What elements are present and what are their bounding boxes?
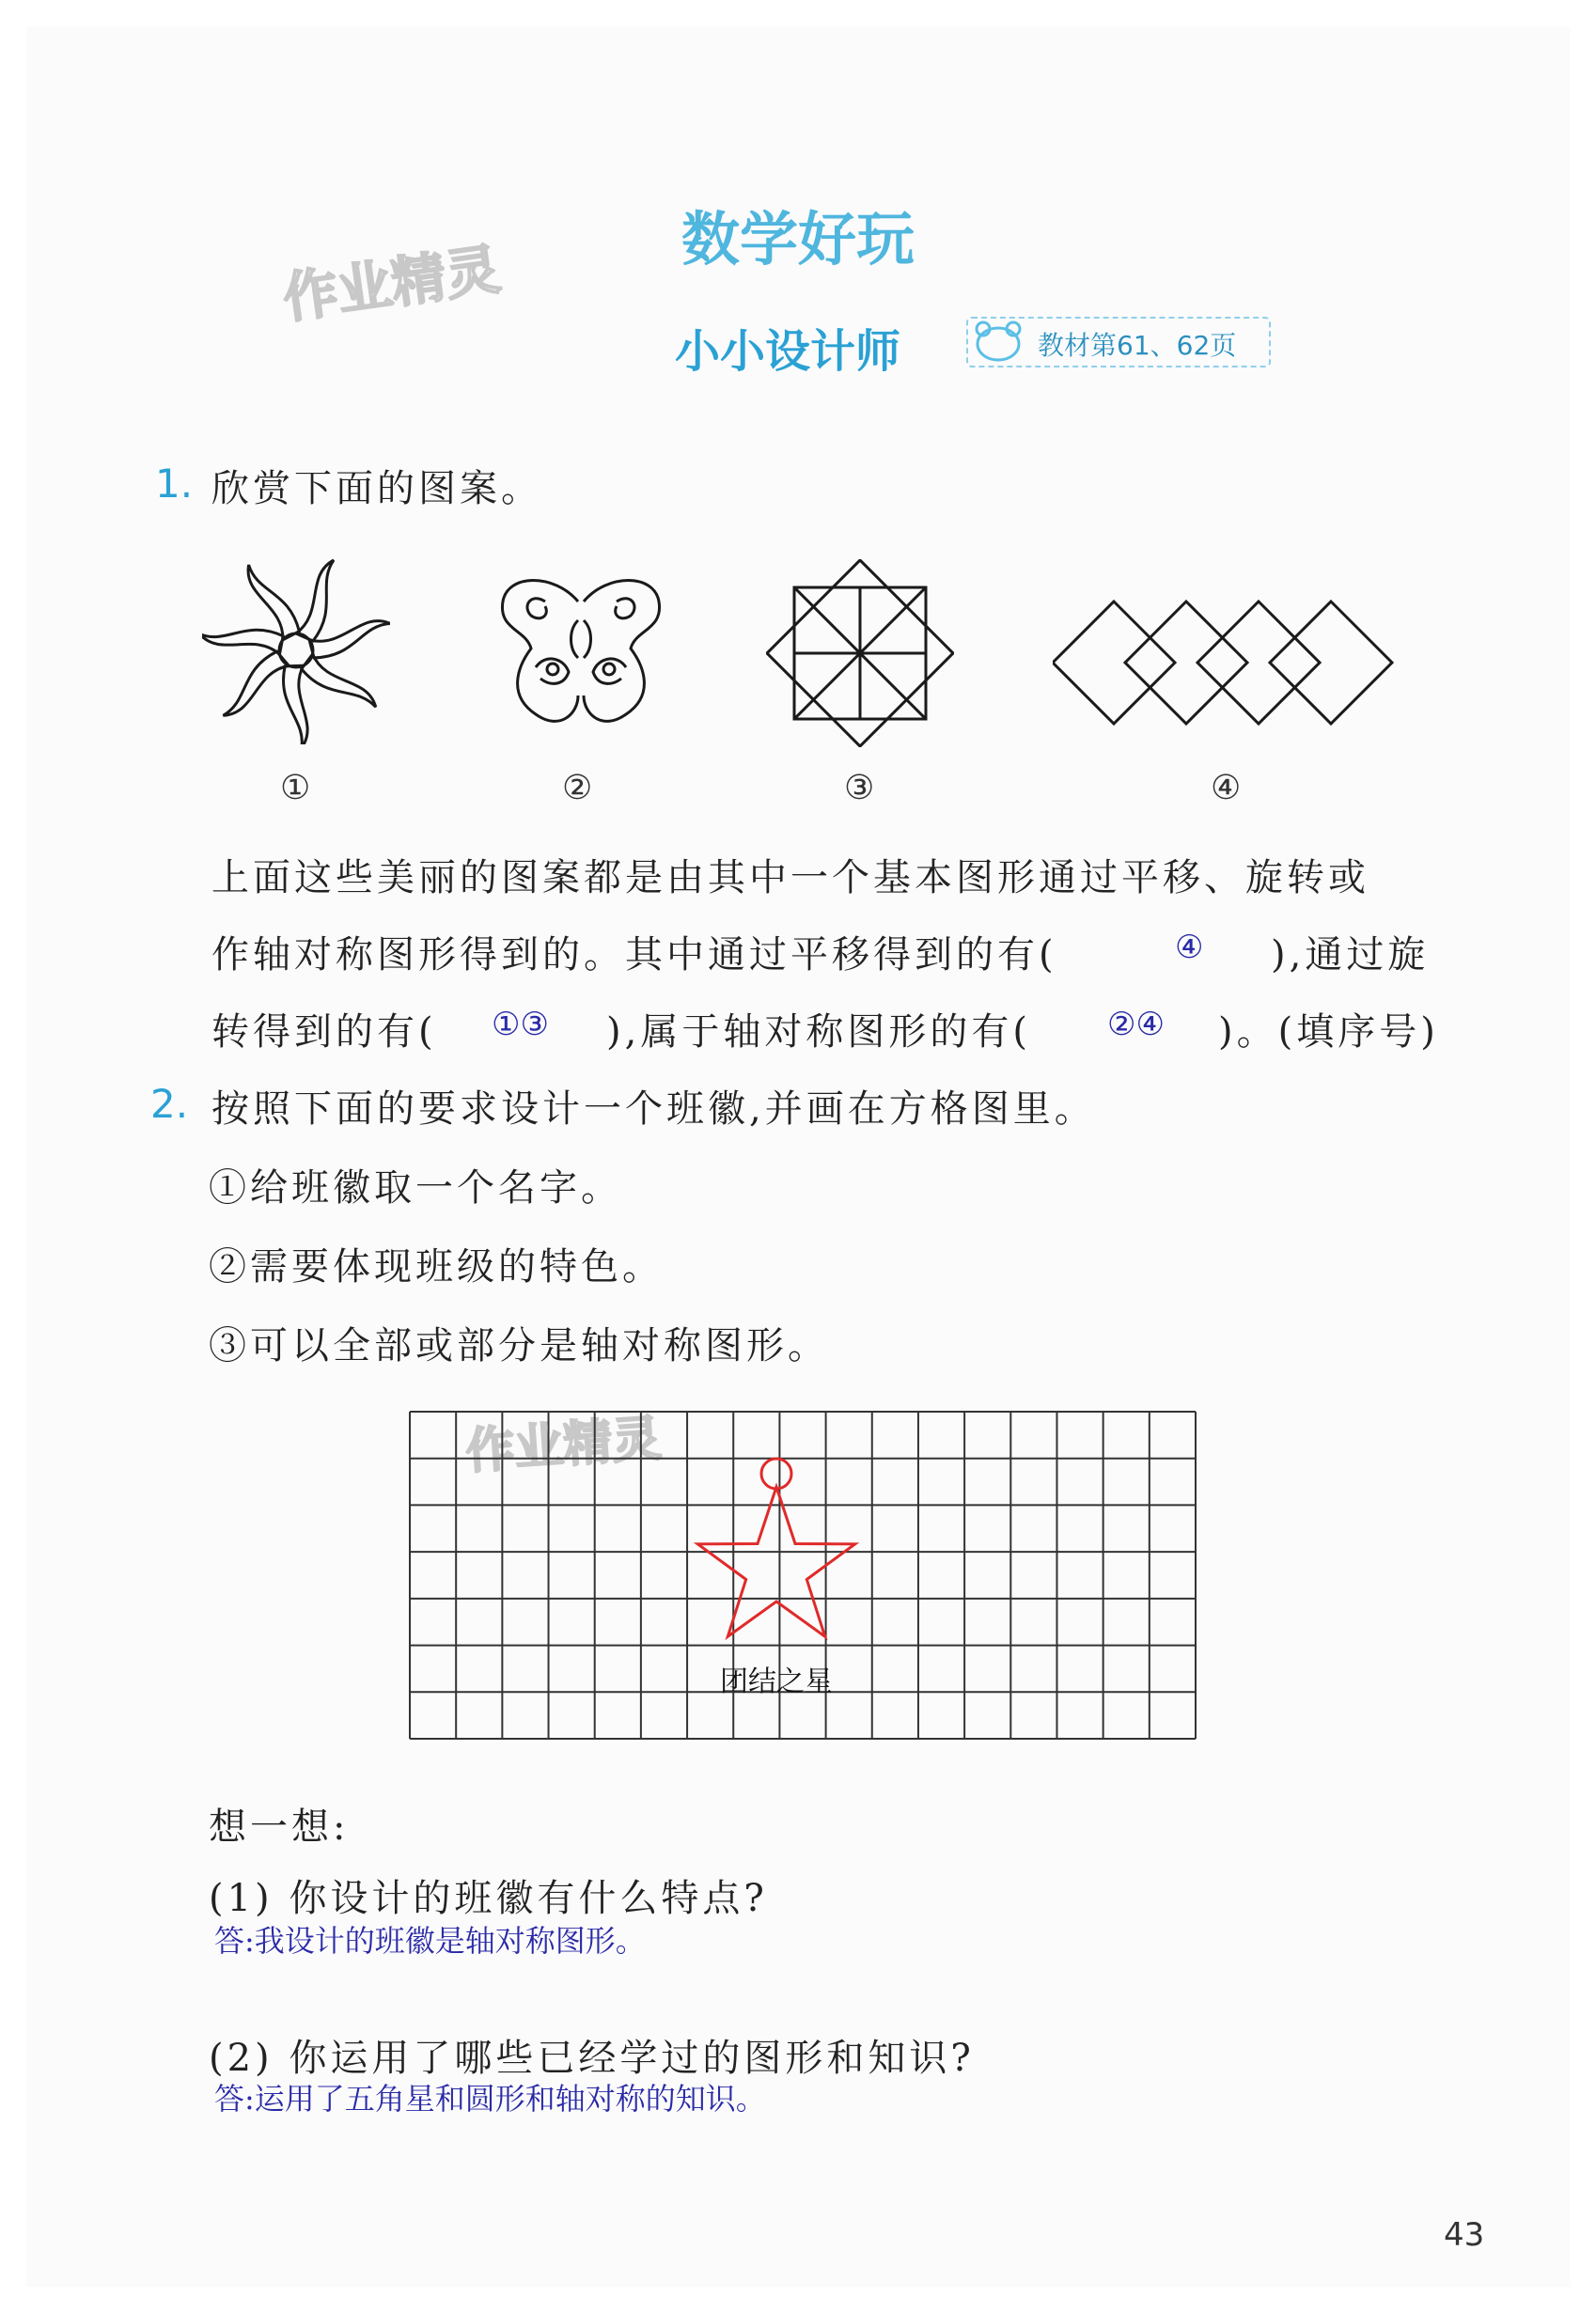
answer-rotation: ①③ — [492, 1006, 549, 1043]
pattern-diamond-chain — [1053, 597, 1410, 728]
pattern-rotated-squares — [766, 559, 954, 747]
answer-symmetry: ②④ — [1107, 1006, 1165, 1043]
q1-line2-a: 作轴对称图形得到的。其中通过平移得到的有( — [211, 933, 1057, 977]
watermark: 作业精灵 — [279, 237, 505, 331]
badge-star — [697, 1487, 854, 1636]
answer-1: 答:我设计的班徽是轴对称图形。 — [214, 1923, 646, 1959]
requirement-2: ②需要体现班级的特色。 — [209, 1245, 664, 1289]
sub-question-1: (1) 你设计的班徽有什么特点? — [209, 1877, 768, 1920]
pattern-label-2: ② — [562, 769, 593, 807]
badge-name: 团结之星 — [720, 1665, 833, 1698]
q1-line1: 上面这些美丽的图案都是由其中一个基本图形通过平移、旋转或 — [211, 856, 1369, 899]
question-prompt: 欣赏下面的图案。 — [211, 467, 542, 510]
question-prompt: 按照下面的要求设计一个班徽,并画在方格图里。 — [211, 1087, 1096, 1131]
pattern-pinwheel — [202, 556, 390, 744]
pattern-label-3: ③ — [844, 769, 875, 807]
section-subtitle: 小小设计师 — [675, 325, 901, 378]
q1-line3-c: )。(填序号) — [1218, 1010, 1439, 1054]
q1-line2-b: ),通过旋 — [1271, 933, 1430, 977]
requirement-3: ③可以全部或部分是轴对称图形。 — [209, 1324, 829, 1367]
answer-2: 答:运用了五角星和圆形和轴对称的知识。 — [214, 2081, 766, 2117]
question-number: 1. — [155, 461, 194, 507]
page-title: 数学好玩 — [681, 205, 915, 273]
textbook-badge-text: 教材第61、62页 — [1038, 330, 1237, 361]
pattern-label-1: ① — [280, 769, 311, 807]
question-number: 2. — [150, 1081, 189, 1127]
q1-line3-b: ),属于轴对称图形的有( — [606, 1010, 1031, 1054]
think-heading: 想一想: — [209, 1805, 350, 1849]
pattern-label-4: ④ — [1211, 769, 1242, 807]
answer-translation: ④ — [1175, 929, 1204, 966]
sub-question-2: (2) 你运用了哪些已经学过的图形和知识? — [209, 2037, 975, 2080]
page-number: 43 — [1444, 2216, 1485, 2254]
q1-line3-a: 转得到的有( — [211, 1010, 437, 1054]
requirement-1: ①给班徽取一个名字。 — [209, 1166, 622, 1210]
watermark: 作业精灵 — [463, 1410, 664, 1481]
pattern-ornament — [489, 564, 673, 748]
bear-icon — [972, 320, 1025, 363]
